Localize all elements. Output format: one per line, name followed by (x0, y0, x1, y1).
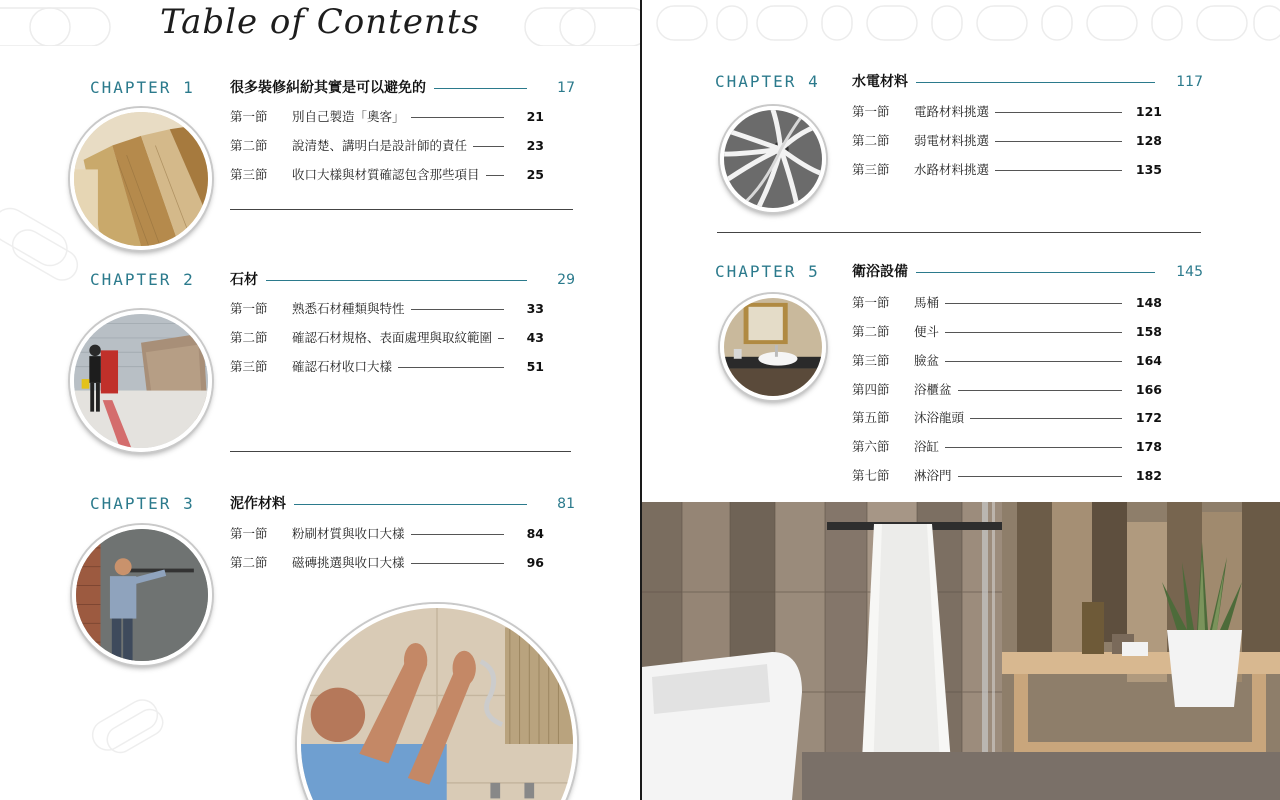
section-title: 沐浴龍頭 (914, 407, 970, 429)
section-leader-rule (914, 332, 1150, 333)
section-page-number: 96 (504, 552, 544, 574)
section-entry[interactable] (852, 159, 1162, 181)
section-number: 第四節 (852, 382, 890, 397)
section-title: 淋浴門 (914, 465, 958, 487)
chapter-title: 泥作材料 (230, 492, 294, 516)
section-entry[interactable] (852, 321, 1162, 343)
chapter-page-number: 145 (1155, 260, 1203, 284)
section-number: 第一節 (230, 301, 268, 316)
wood-samples-photo (70, 108, 212, 250)
chapter-divider (230, 451, 571, 452)
section-page-number: 164 (1122, 350, 1162, 372)
section-entry[interactable] (230, 356, 544, 378)
section-title: 便斗 (914, 321, 945, 343)
section-page-number: 43 (504, 327, 544, 349)
section-entry[interactable] (852, 407, 1162, 429)
plastering-worker-photo (72, 525, 212, 665)
section-entry[interactable] (852, 465, 1162, 487)
section-title: 收口大樣與材質確認包含那些項目 (292, 164, 486, 186)
section-page-number: 121 (1122, 101, 1162, 123)
chapter-label: CHAPTER 1 (90, 78, 195, 97)
section-number: 第二節 (852, 324, 890, 339)
chapter-title: 很多裝修糾紛其實是可以避免的 (230, 76, 434, 100)
chapter-page-number: 81 (527, 492, 575, 516)
chapter-label: CHAPTER 4 (715, 72, 820, 91)
section-title: 水路材料挑選 (914, 159, 995, 181)
chapter-divider (230, 209, 573, 210)
chapter-title: 石材 (230, 268, 266, 292)
section-title: 說清楚、講明白是設計師的責任 (292, 135, 473, 157)
section-title: 馬桶 (914, 292, 945, 314)
section-number: 第二節 (230, 555, 268, 570)
section-number: 第三節 (230, 359, 268, 374)
section-title: 別自己製造「奧客」 (292, 106, 411, 128)
section-title: 電路材料挑選 (914, 101, 995, 123)
section-title: 弱電材料挑選 (914, 130, 995, 152)
section-page-number: 148 (1122, 292, 1162, 314)
chapter-leader-rule (230, 280, 535, 281)
section-title: 浴缸 (914, 436, 945, 458)
right-page (642, 0, 1280, 800)
section-page-number: 158 (1122, 321, 1162, 343)
section-title: 磁磚挑選與收口大樣 (292, 552, 411, 574)
section-page-number: 25 (504, 164, 544, 186)
section-entry[interactable] (852, 101, 1162, 123)
chapter-page-number: 29 (527, 268, 575, 292)
chapter-heading[interactable] (715, 260, 1203, 284)
section-leader-rule (914, 361, 1150, 362)
section-number: 第三節 (230, 167, 268, 182)
section-page-number: 21 (504, 106, 544, 128)
toc-title: Table of Contents (160, 2, 480, 42)
section-page-number: 84 (504, 523, 544, 545)
section-title: 浴櫃盆 (914, 379, 958, 401)
chapter-title: 衛浴設備 (852, 260, 916, 284)
section-page-number: 51 (504, 356, 544, 378)
section-number: 第二節 (230, 330, 268, 345)
chapter-heading[interactable] (90, 76, 575, 100)
section-entry[interactable] (852, 436, 1162, 458)
section-title: 確認石材收口大樣 (292, 356, 398, 378)
section-number: 第五節 (852, 410, 890, 425)
decorative-pattern-side (0, 200, 80, 300)
chapter-title: 水電材料 (852, 70, 916, 94)
chapter-label: CHAPTER 2 (90, 270, 195, 289)
section-entry[interactable] (230, 523, 544, 545)
chapter-heading[interactable] (90, 492, 575, 516)
section-page-number: 135 (1122, 159, 1162, 181)
section-page-number: 128 (1122, 130, 1162, 152)
section-page-number: 178 (1122, 436, 1162, 458)
decorative-pattern-bottom (80, 690, 180, 760)
section-entry[interactable] (230, 106, 544, 128)
stone-warehouse-photo (70, 310, 212, 452)
section-title: 熟悉石材種類與特性 (292, 298, 411, 320)
section-page-number: 166 (1122, 379, 1162, 401)
chapter-page-number: 117 (1155, 70, 1203, 94)
section-number: 第一節 (230, 526, 268, 541)
section-entry[interactable] (230, 164, 544, 186)
section-page-number: 23 (504, 135, 544, 157)
section-page-number: 172 (1122, 407, 1162, 429)
section-entry[interactable] (852, 379, 1162, 401)
section-entry[interactable] (230, 552, 544, 574)
section-entry[interactable] (852, 350, 1162, 372)
chapter-divider (717, 232, 1201, 233)
section-number: 第一節 (852, 104, 890, 119)
section-entry[interactable] (852, 292, 1162, 314)
section-page-number: 33 (504, 298, 544, 320)
tiling-worker-photo (297, 604, 577, 800)
decorative-pattern-top (642, 0, 1280, 46)
chapter-heading[interactable] (90, 268, 575, 292)
wiring-conduit-photo (720, 106, 826, 212)
chapter-heading[interactable] (715, 70, 1203, 94)
section-entry[interactable] (230, 327, 544, 349)
section-leader-rule (914, 303, 1150, 304)
section-number: 第七節 (852, 468, 890, 483)
section-title: 確認石材規格、表面處理與取紋範圍 (292, 327, 498, 349)
section-number: 第三節 (852, 162, 890, 177)
section-entry[interactable] (852, 130, 1162, 152)
section-number: 第一節 (230, 109, 268, 124)
bathroom-photo (642, 502, 1280, 800)
section-page-number: 182 (1122, 465, 1162, 487)
section-entry[interactable] (230, 135, 544, 157)
section-title: 臉盆 (914, 350, 945, 372)
chapter-page-number: 17 (527, 76, 575, 100)
section-number: 第一節 (852, 295, 890, 310)
vanity-sink-photo (720, 294, 826, 400)
section-number: 第二節 (852, 133, 890, 148)
section-title: 粉刷材質與收口大樣 (292, 523, 411, 545)
section-entry[interactable] (230, 298, 544, 320)
section-number: 第二節 (230, 138, 268, 153)
section-number: 第三節 (852, 353, 890, 368)
chapter-label: CHAPTER 5 (715, 262, 820, 281)
chapter-label: CHAPTER 3 (90, 494, 195, 513)
section-number: 第六節 (852, 439, 890, 454)
section-leader-rule (914, 447, 1150, 448)
